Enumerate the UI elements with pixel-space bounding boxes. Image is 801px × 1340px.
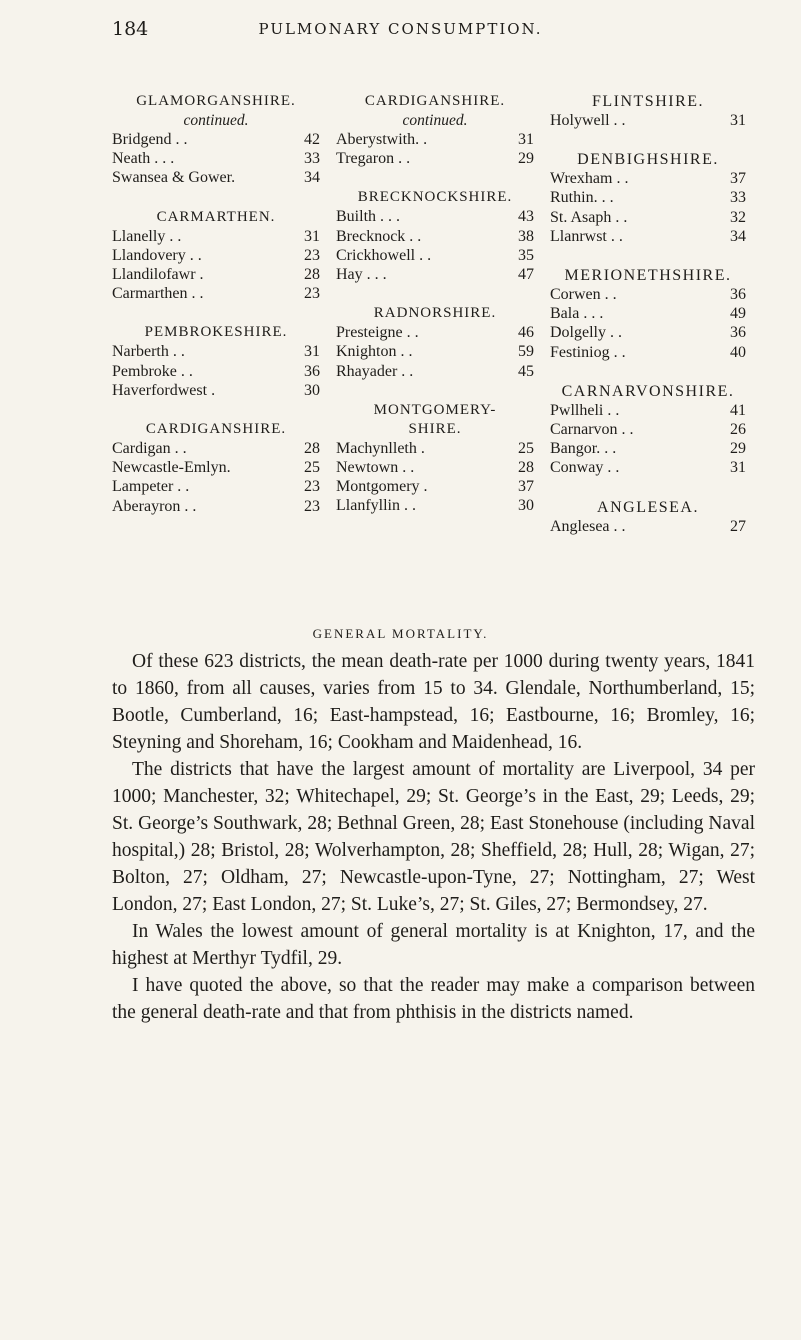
district-value: 31 <box>518 131 534 148</box>
district-row <box>112 265 320 284</box>
county-heading: BRECKNOCKSHIRE. <box>357 189 513 206</box>
body-text <box>112 648 755 1026</box>
county-group <box>550 382 746 478</box>
table-column-2 <box>336 92 534 536</box>
district-row <box>336 149 534 168</box>
district-name: Ruthin. . . <box>550 189 614 207</box>
district-row <box>112 130 320 149</box>
district-row <box>550 323 746 342</box>
district-row <box>550 343 746 362</box>
county-heading: MONTGOMERY- <box>373 401 497 418</box>
paragraph: In Wales the lowest amount of general mortality is at Knighton, 17, and the highest at Merthyr Tydfil, 29. <box>112 921 755 969</box>
district-value: 31 <box>304 227 320 245</box>
district-row <box>336 130 534 149</box>
district-row <box>550 111 746 130</box>
district-value: 33 <box>730 189 746 207</box>
district-value: 31 <box>730 459 746 477</box>
county-heading: ANGLESEA. <box>597 498 699 516</box>
district-value: 45 <box>518 362 534 380</box>
county-heading: CARDIGANSHIRE. <box>364 93 506 109</box>
district-name: Wrexham . . <box>550 170 629 188</box>
county-group <box>550 498 746 536</box>
district-name: Bangor. . . <box>550 440 617 458</box>
district-name: Lampeter . . <box>112 478 190 496</box>
district-value: 28 <box>304 266 320 284</box>
county-heading: RADNORSHIRE. <box>373 305 497 322</box>
district-name: Pembroke . . <box>112 362 193 380</box>
district-name: Aberayron . . <box>112 497 197 515</box>
district-value: 37 <box>518 478 534 496</box>
county-group <box>336 92 534 168</box>
district-value: 47 <box>518 266 534 284</box>
district-value: 42 <box>304 131 320 148</box>
paragraph: I have quoted the above, so that the reader may make a comparison between the general death-rate and that from phthisis in the districts named. <box>112 975 755 1023</box>
district-name: Swansea & Gower. <box>112 169 236 187</box>
district-name: Llanfyllin . . <box>336 497 416 515</box>
district-name: Festiniog . . <box>550 343 626 361</box>
district-value: 23 <box>304 285 320 303</box>
district-value: 23 <box>304 497 320 515</box>
district-name: Builth . . . <box>336 208 401 226</box>
district-name: Llanrwst . . <box>550 227 623 245</box>
district-name: Narberth . . <box>112 343 185 361</box>
district-row <box>336 323 534 342</box>
district-row <box>112 149 320 168</box>
county-group <box>550 266 746 362</box>
county-group <box>112 208 320 304</box>
district-row <box>112 284 320 303</box>
page-header <box>0 14 801 44</box>
county-group <box>112 323 320 400</box>
running-title: PULMONARY CONSUMPTION. <box>258 20 543 38</box>
district-name: Haverfordwest . <box>112 381 216 399</box>
district-row <box>112 362 320 381</box>
county-heading: MERIONETHSHIRE. <box>564 267 732 285</box>
paragraph: Of these 623 districts, the mean death-rate per 1000 during twenty years, 1841 to 1860, from all causes, varies from 15 to 34. Glendale, Northumberland, 15; Bootle, Cumberland, 16; East-hampstead, 16; Eastbourne, 16; Bromley, 16; Steyning and Shoreham, 16; Cookham and Maidenhead, 16. <box>112 651 755 753</box>
district-name: Bala . . . <box>550 305 604 323</box>
district-value: 43 <box>518 208 534 226</box>
section-title: GENERAL MORTALITY. <box>312 626 489 641</box>
district-name: Pwllheli . . <box>550 401 620 419</box>
district-value: 31 <box>304 343 320 361</box>
district-value: 26 <box>730 421 746 439</box>
district-name: Holywell . . <box>550 112 626 129</box>
county-group <box>336 401 534 516</box>
district-value: 32 <box>730 208 746 226</box>
district-row <box>112 168 320 187</box>
district-value: 36 <box>730 324 746 342</box>
district-name: Anglesea . . <box>550 517 626 535</box>
district-name: Rhayader . . <box>336 362 414 380</box>
district-value: 41 <box>730 401 746 419</box>
district-row <box>336 342 534 361</box>
county-heading: CARNARVONSHIRE. <box>561 382 735 400</box>
county-heading: PEMBROKESHIRE. <box>144 324 288 341</box>
district-name: Llandilofawr . <box>112 266 204 284</box>
district-row <box>550 285 746 304</box>
district-value: 36 <box>304 362 320 380</box>
county-heading: CARMARTHEN. <box>156 208 276 225</box>
district-name: Llanelly . . <box>112 227 182 245</box>
district-name: Conway . . <box>550 459 620 477</box>
county-heading: DENBIGHSHIRE. <box>577 151 719 169</box>
district-row <box>112 439 320 458</box>
district-name: Hay . . . <box>336 266 387 284</box>
district-value: 25 <box>304 459 320 477</box>
district-value: 35 <box>518 246 534 264</box>
district-row <box>112 342 320 361</box>
district-row <box>336 477 534 496</box>
district-name: Crickhowell . . <box>336 246 432 264</box>
district-name: St. Asaph . . <box>550 208 628 226</box>
county-heading: FLINTSHIRE. <box>591 93 705 110</box>
county-group <box>336 188 534 284</box>
district-value: 38 <box>518 227 534 245</box>
table-column-1 <box>112 92 320 536</box>
paragraph: The districts that have the largest amount of mortality are Liverpool, 34 per 1000; Manchester, 32; Whitechapel, 29; St. George’s in the East, 29; Leeds, 29; St. George’s Southwark, 28; Bethnal Green, 28; East Stonehouse (including Naval hospital,) 28; Bristol, 28; Wolverhampton, 28; Sheffield, 28; Hull, 28; Wigan, 27; Bolton, 27; Oldham, 27; Newcastle-upon-Tyne, 27; Nottingham, 27; West London, 27; East London, 27; St. Luke’s, 27; St. Giles, 27; Bermondsey, 27. <box>112 759 755 915</box>
district-value: 23 <box>304 246 320 264</box>
district-name: Presteigne . . <box>336 324 419 342</box>
district-row <box>550 458 746 477</box>
district-name: Llandovery . . <box>112 246 202 264</box>
district-name: Newcastle-Emlyn. <box>112 459 231 477</box>
district-name: Montgomery . <box>336 478 428 496</box>
district-value: 30 <box>518 497 534 515</box>
district-name: Bridgend . . <box>112 131 188 148</box>
district-value: 23 <box>304 478 320 496</box>
continued-label: continued. <box>402 112 468 129</box>
district-row <box>550 420 746 439</box>
district-value: 49 <box>730 305 746 323</box>
district-row <box>336 227 534 246</box>
district-name: Newtown . . <box>336 459 415 477</box>
district-row <box>550 401 746 420</box>
district-row <box>112 246 320 265</box>
district-value: 28 <box>518 459 534 477</box>
district-row <box>550 439 746 458</box>
district-name: Dolgelly . . <box>550 324 622 342</box>
district-value: 29 <box>730 440 746 458</box>
district-name: Tregaron . . <box>336 150 411 168</box>
district-value: 28 <box>304 440 320 458</box>
district-row <box>336 458 534 477</box>
district-value: 59 <box>518 343 534 361</box>
district-value: 27 <box>730 517 746 535</box>
county-heading: GLAMORGANSHIRE. <box>136 93 296 109</box>
district-value: 34 <box>730 227 746 245</box>
district-name: Aberystwith. . <box>336 131 428 148</box>
county-heading: SHIRE. <box>408 420 462 437</box>
continued-label: continued. <box>183 112 249 129</box>
district-name: Carnarvon . . <box>550 421 634 439</box>
district-row <box>112 458 320 477</box>
district-value: 46 <box>518 324 534 342</box>
district-row <box>550 188 746 207</box>
district-value: 34 <box>304 169 320 187</box>
district-row <box>550 208 746 227</box>
district-name: Carmarthen . . <box>112 285 204 303</box>
district-value: 36 <box>730 286 746 304</box>
district-value: 40 <box>730 343 746 361</box>
county-group <box>336 304 534 381</box>
district-row <box>336 362 534 381</box>
district-row <box>112 477 320 496</box>
district-value: 29 <box>518 150 534 168</box>
district-row <box>550 517 746 536</box>
district-name: Machynlleth . <box>336 439 425 457</box>
district-row <box>336 496 534 515</box>
district-value: 25 <box>518 439 534 457</box>
district-row <box>336 246 534 265</box>
table-column-3 <box>550 92 746 556</box>
district-name: Corwen . . <box>550 286 617 304</box>
district-name: Cardigan . . <box>112 440 187 458</box>
county-group <box>550 150 746 246</box>
district-row <box>112 381 320 400</box>
district-row <box>112 497 320 516</box>
county-group <box>112 420 320 516</box>
district-row <box>336 207 534 226</box>
district-name: Neath . . . <box>112 150 175 168</box>
district-value: 30 <box>304 381 320 399</box>
district-value: 37 <box>730 170 746 188</box>
district-row <box>112 227 320 246</box>
county-group <box>112 92 320 188</box>
district-name: Knighton . . <box>336 343 413 361</box>
district-row <box>336 439 534 458</box>
county-heading: CARDIGANSHIRE. <box>145 421 287 438</box>
district-row <box>336 265 534 284</box>
county-group <box>550 92 746 130</box>
district-value: 31 <box>730 112 746 129</box>
district-name: Brecknock . . <box>336 227 422 245</box>
district-row <box>550 304 746 323</box>
district-value: 33 <box>304 150 320 168</box>
district-row <box>550 227 746 246</box>
district-row <box>550 169 746 188</box>
page-number: 184 <box>112 18 149 40</box>
